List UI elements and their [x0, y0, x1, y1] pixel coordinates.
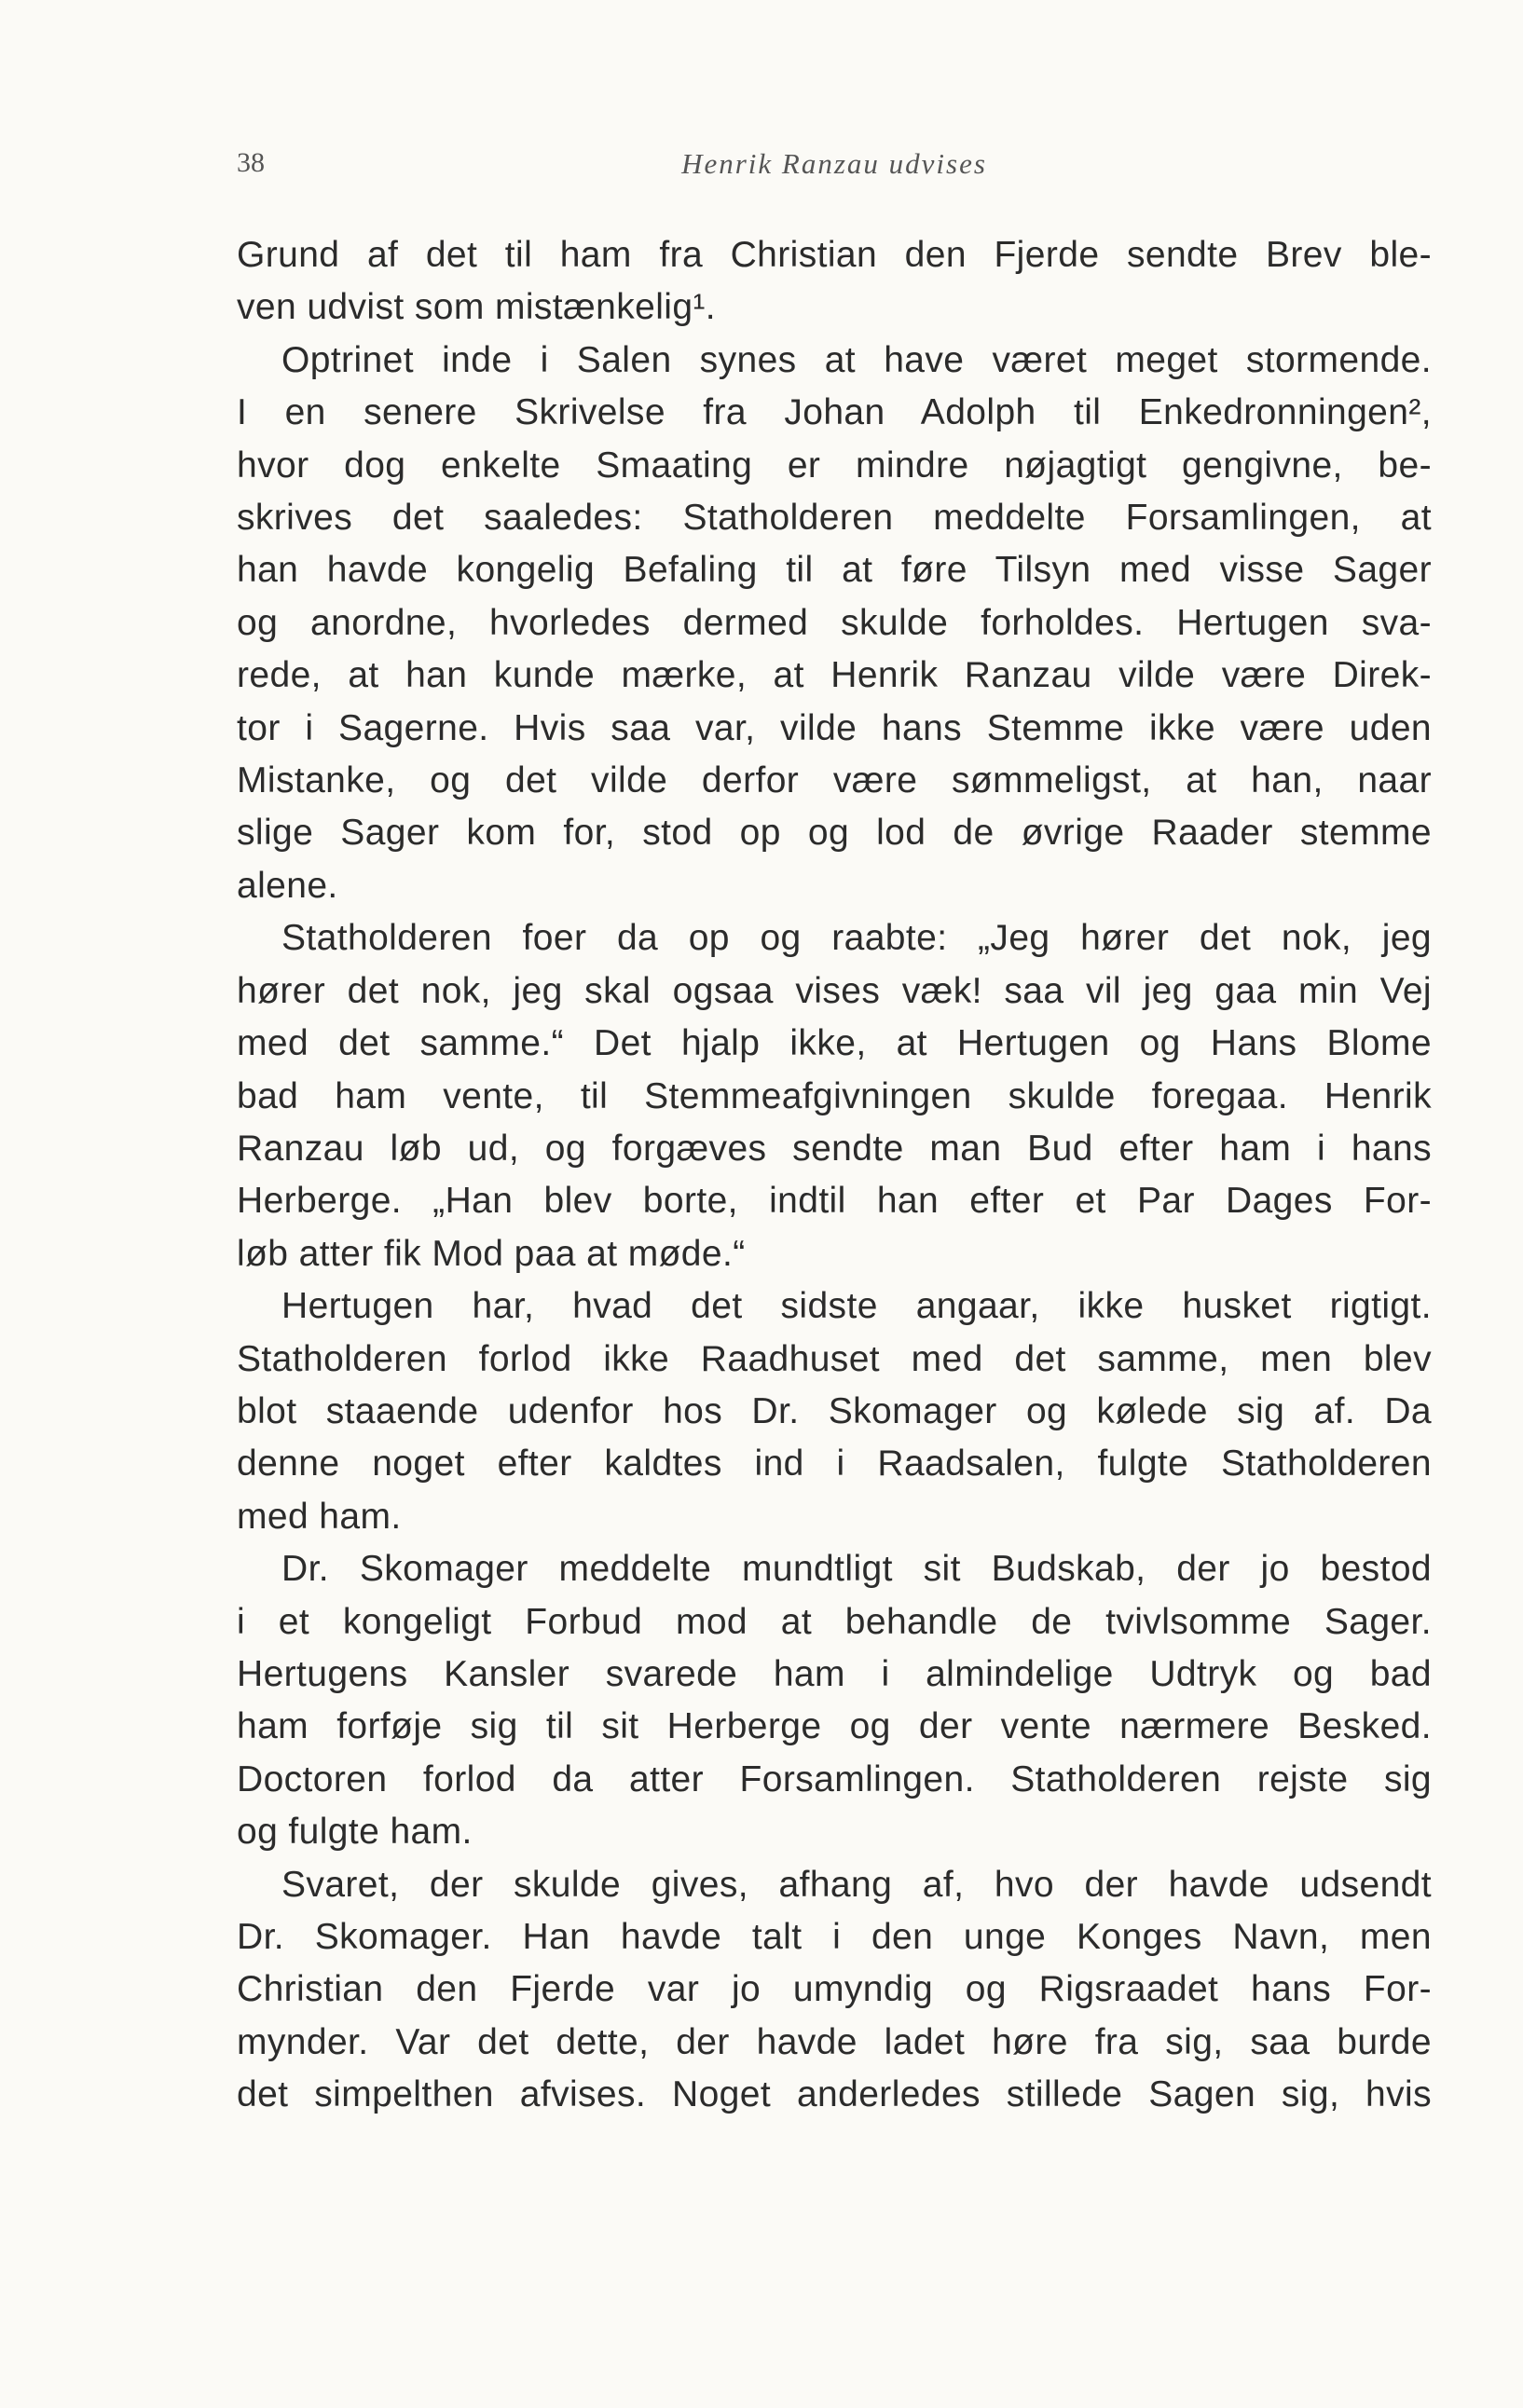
page-number: 38: [237, 147, 265, 178]
text-line: Grund af det til ham fra Christian den Fjerde sendte Brev ble-: [237, 235, 1432, 275]
text-line: Hertugen har, hvad det sidste angaar, ikke husket rigtigt.: [281, 1286, 1432, 1327]
text-line: hvor dog enkelte Smaating er mindre nøjagtigt gengivne, be-: [237, 445, 1432, 486]
text-line: mynder. Var det dette, der havde ladet høre fra sig, saa burde: [237, 2021, 1432, 2062]
text-line: Dr. Skomager meddelte mundtligt sit Budskab, der jo bestod: [281, 1549, 1432, 1590]
text-line: skrives det saaledes: Statholderen meddelte Forsamlingen, at: [237, 498, 1432, 539]
text-line: det simpelthen afvises. Noget anderledes stillede Sagen sig, hvis: [237, 2074, 1432, 2115]
text-line: og anordne, hvorledes dermed skulde forholdes. Hertugen sva-: [237, 602, 1432, 643]
text-line: med ham.: [237, 1496, 402, 1537]
text-line: Optrinet inde i Salen synes at have været meget stormende.: [281, 339, 1432, 380]
text-line: Mistanke, og det vilde derfor være sømmeligst, at han, naar: [237, 760, 1432, 801]
text-line: løb atter fik Mod paa at møde.“: [237, 1233, 746, 1274]
text-line: Statholderen forlod ikke Raadhuset med det samme, men blev: [237, 1338, 1432, 1379]
text-line: bad ham vente, til Stemmeafgivningen skulde foregaa. Henrik: [237, 1075, 1432, 1116]
text-line: Dr. Skomager. Han havde talt i den unge Konges Navn, men: [237, 1917, 1432, 1957]
text-line: ven udvist som mistænkelig¹.: [237, 287, 717, 328]
text-line: med det samme.“ Det hjalp ikke, at Hertugen og Hans Blome: [237, 1023, 1432, 1064]
text-line: Herberge. „Han blev borte, indtil han efter et Par Dages For-: [237, 1181, 1432, 1222]
text-line: Hertugens Kansler svarede ham i almindelige Udtryk og bad: [237, 1653, 1432, 1694]
page-header: [237, 147, 1432, 192]
text-line: i et kongeligt Forbud mod at behandle de tvivlsomme Sager.: [237, 1601, 1432, 1642]
text-line: alene.: [237, 865, 338, 906]
text-line: Christian den Fjerde var jo umyndig og Rigsraadet hans For-: [237, 1969, 1432, 2010]
text-line: blot staaende udenfor hos Dr. Skomager og kølede sig af. Da: [237, 1390, 1432, 1431]
text-line: ham forføje sig til sit Herberge og der vente nærmere Besked.: [237, 1706, 1432, 1747]
running-title: Henrik Ranzau udvises: [681, 147, 987, 180]
text-line: rede, at han kunde mærke, at Henrik Ranzau vilde være Direk-: [237, 655, 1432, 696]
text-line: hører det nok, jeg skal ogsaa vises væk! saa vil jeg gaa min Vej: [237, 970, 1432, 1011]
text-line: Ranzau løb ud, og forgæves sendte man Bud efter ham i hans: [237, 1128, 1432, 1169]
text-line: denne noget efter kaldtes ind i Raadsalen, fulgte Statholderen: [237, 1443, 1432, 1484]
text-line: han havde kongelig Befaling til at føre Tilsyn med visse Sager: [237, 550, 1432, 591]
text-line: Statholderen foer da op og raabte: „Jeg hører det nok, jeg: [281, 918, 1432, 959]
body-text: [237, 229, 1432, 2122]
text-line: og fulgte ham.: [237, 1812, 473, 1853]
text-line: Svaret, der skulde gives, afhang af, hvo der havde udsendt: [281, 1864, 1432, 1905]
text-line: I en senere Skrivelse fra Johan Adolph til Enkedronningen²,: [237, 392, 1432, 433]
text-line: slige Sager kom for, stod op og lod de øvrige Raader stemme: [237, 813, 1432, 854]
text-line: Doctoren forlod da atter Forsamlingen. Statholderen rejste sig: [237, 1758, 1432, 1799]
text-line: tor i Sagerne. Hvis saa var, vilde hans Stemme ikke være uden: [237, 707, 1432, 748]
